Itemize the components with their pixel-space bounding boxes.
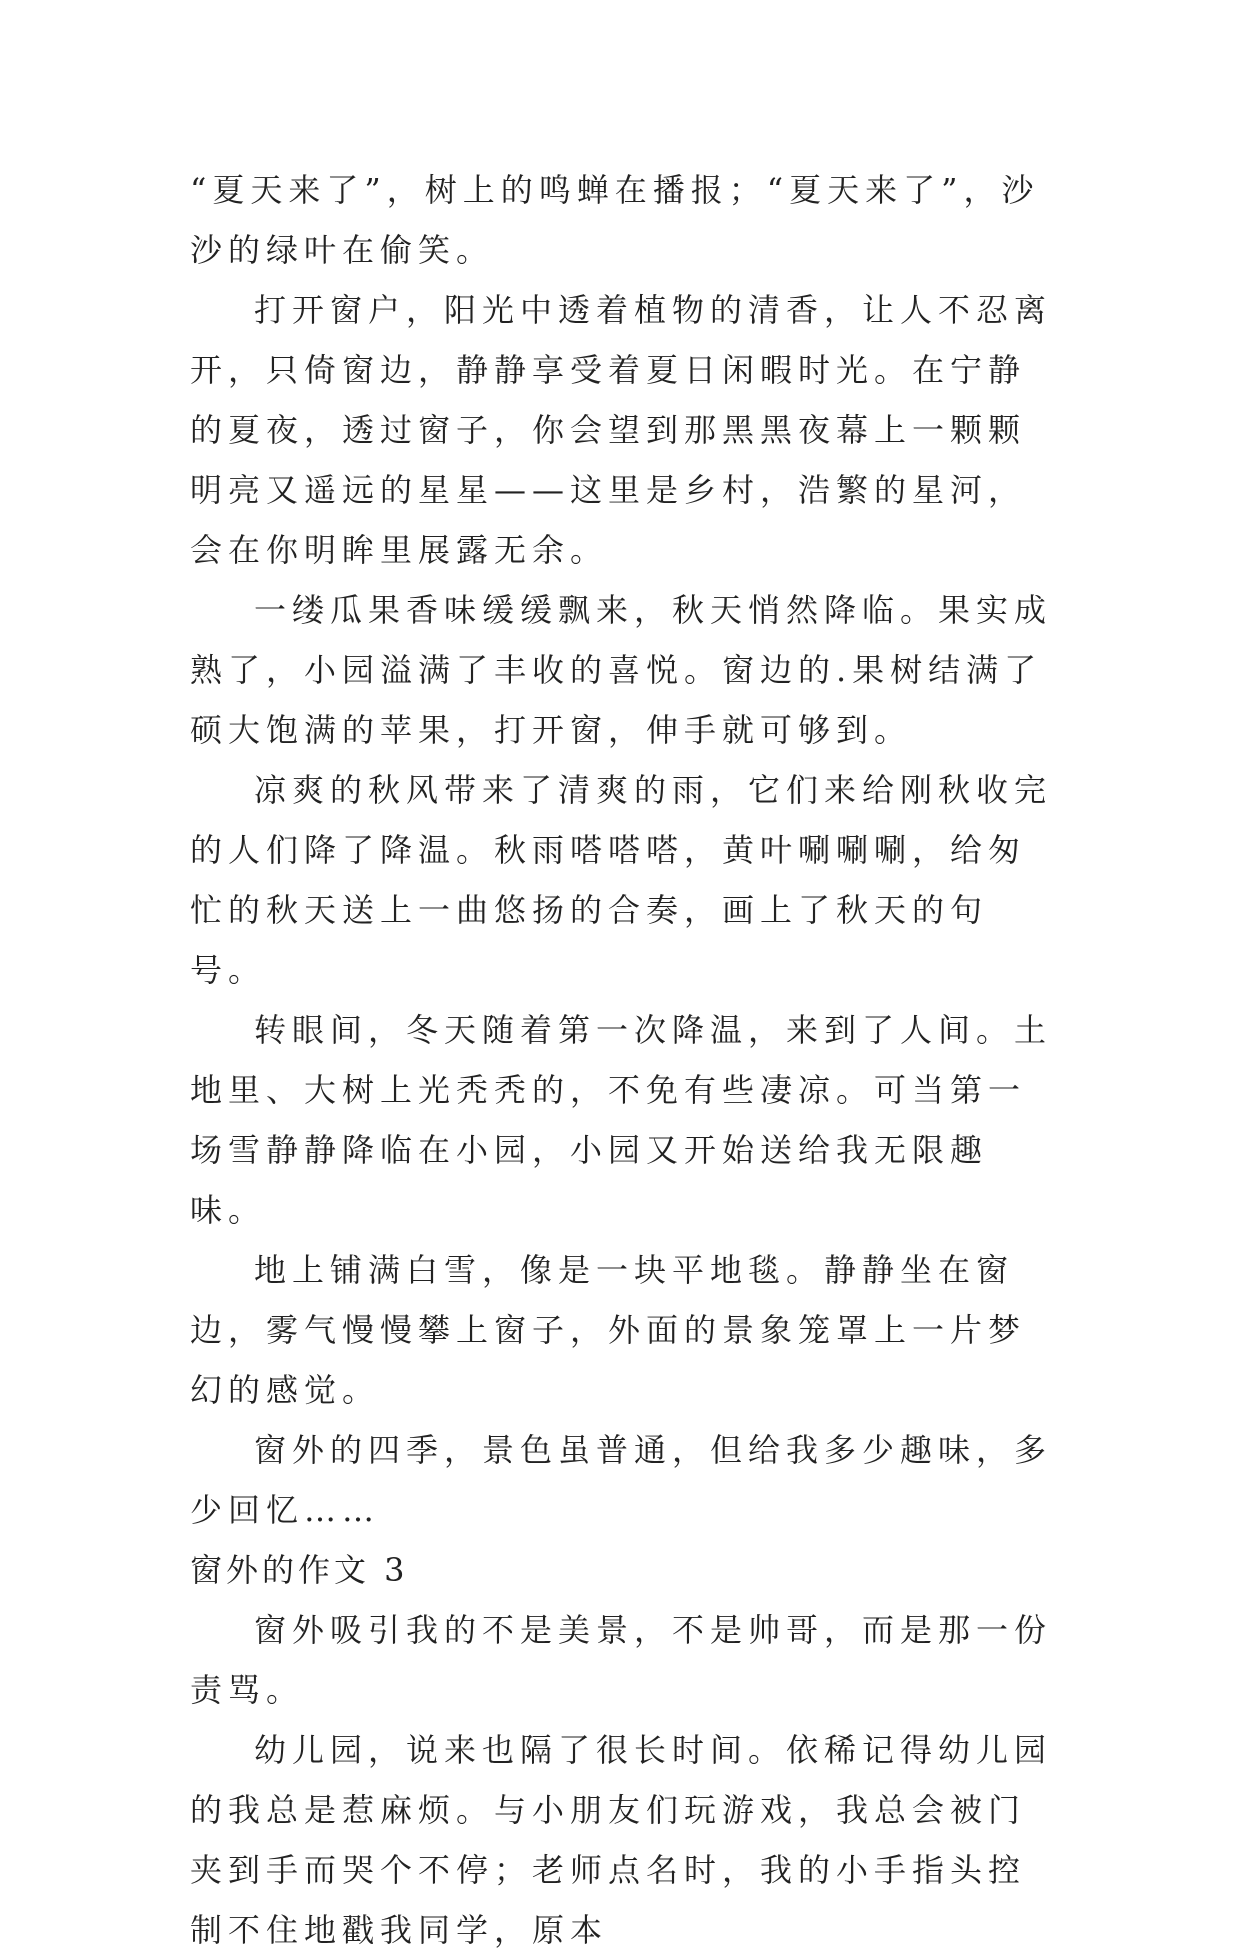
paragraph-autumn-rain: 凉爽的秋风带来了清爽的雨，它们来给刚秋收完的人们降了降温。秋雨嗒嗒嗒，黄叶唰唰唰，给匆忙的秋天送上一曲悠扬的合奏，画上了秋天的句号。 [190, 771, 1053, 989]
essay-heading: 窗外的作文 3 [190, 1551, 409, 1589]
paragraph-four-seasons: 窗外的四季，景色虽普通，但给我多少趣味，多少回忆…… [190, 1431, 1053, 1529]
paragraph-summer-window: 打开窗户，阳光中透着植物的清香，让人不忍离开，只倚窗边，静静享受着夏日闲暇时光。在宁静的夏夜，透过窗子，你会望到那黑黑夜幕上一颗颗明亮又遥远的星星——这里是乡村，浩繁的星河，会在你明眸里展露无余。 [190, 291, 1053, 569]
paragraph-winter-arrival: 转眼间，冬天随着第一次降温，来到了人间。土地里、大树上光秃秃的，不免有些凄凉。可当第一场雪静静降临在小园，小园又开始送给我无限趣味。 [190, 1011, 1053, 1229]
paragraph-kindergarten: 幼儿园，说来也隔了很长时间。依稀记得幼儿园的我总是惹麻烦。与小朋友们玩游戏，我总会被门夹到手而哭个不停；老师点名时，我的小手指头控制不住地戳我同学，原本 [190, 1731, 1053, 1949]
document-body [190, 160, 1060, 1960]
paragraph-summer-continuation: “夏天来了”，树上的鸣蝉在播报；“夏天来了”，沙沙的绿叶在偷笑。 [190, 171, 1040, 269]
paragraph-winter-snow: 地上铺满白雪，像是一块平地毯。静静坐在窗边，雾气慢慢攀上窗子，外面的景象笼罩上一片梦幻的感觉。 [190, 1251, 1027, 1409]
paragraph-autumn-fruit: 一缕瓜果香味缓缓飘来，秋天悄然降临。果实成熟了，小园溢满了丰收的喜悦。窗边的.果树结满了硕大饱满的苹果，打开窗，伸手就可够到。 [190, 591, 1053, 749]
paragraph-essay3-intro: 窗外吸引我的不是美景，不是帅哥，而是那一份责骂。 [190, 1611, 1053, 1709]
